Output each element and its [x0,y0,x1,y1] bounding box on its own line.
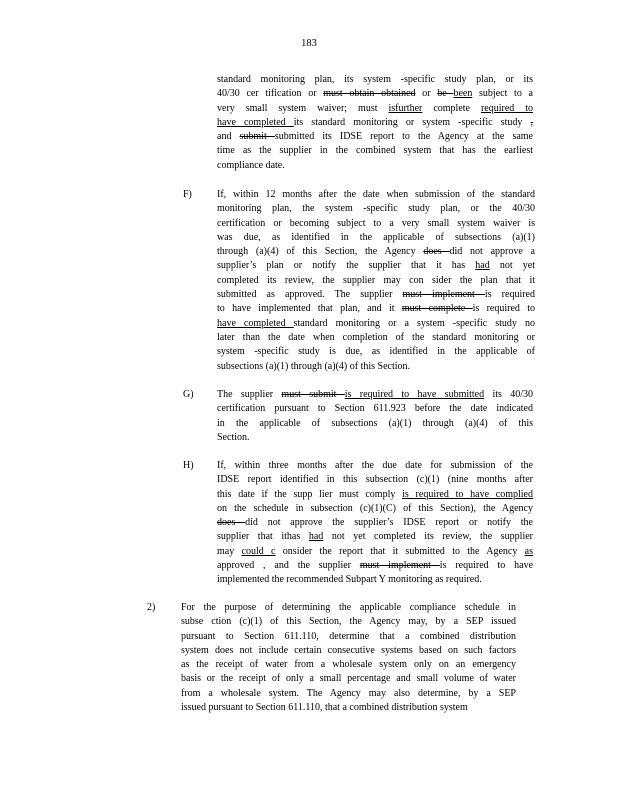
struck-text: must implement [402,289,485,301]
text-run: supplier’s plan or notify the supplier that it has [217,260,476,272]
text-run: through (a)(4) of this Section, the Agency [217,246,424,258]
text-line [217,345,535,359]
text-line [217,202,535,216]
text-run: standard monitoring plan, its system -specific study plan, or its [217,74,533,85]
text-run: onsider the report that it submitted to the Agency [275,545,525,557]
text-line [217,545,533,559]
text-line [217,488,533,502]
text-line [217,331,535,345]
item-label-g: G) [183,389,194,400]
text-run: 40/30 cer tification or [217,88,324,100]
text-run: in the applicable of subsections (a)(1) through (a)(4) of this [217,417,533,429]
text-line [217,87,533,101]
text-run: The supplier [217,389,282,400]
inserted-text: isfurther [388,102,423,114]
text-run: Section. [217,431,250,443]
text-run: this date if the supp lier must comply [217,488,403,500]
inserted-text: had [308,531,324,543]
text-run: issued pursuant to Section 611.110, that a combined distribution system [181,702,468,714]
section-label-2: 2) [147,602,156,613]
text-run: time as the supplier in the combined system that has the earliest [217,145,533,157]
text-run: system -specific study is due, as identified in the applicable of [217,346,535,358]
text-line [217,259,535,273]
text-line [217,245,535,259]
text-line [181,687,516,701]
text-run: For the purpose of determining the applicable compliance schedule in [181,602,516,613]
text-line [217,573,533,587]
text-run: standard monitoring or a system -specific study no [293,317,535,329]
inserted-text: been [453,88,473,100]
text-line [217,288,535,302]
struck-text: be [437,88,454,100]
text-line [217,217,535,231]
text-run: did not approve the supplier’s IDSE report or notify the [245,517,533,529]
struck-text: , [530,116,533,128]
item-g-text [217,388,533,445]
text-run: supplier that ithas [217,531,309,543]
text-line [217,130,533,144]
text-run: If, within 12 months after the date when submission of the standard [217,189,535,200]
inserted-text: required to [480,102,533,114]
text-run: is required [484,289,535,301]
text-run: to have implemented that plan, and it [217,303,402,315]
inserted-text: is required to have submitted [344,389,485,400]
item-h-text [217,459,533,588]
text-run: basis or the receipt of only a small percentage and small volume of water [181,673,516,685]
text-run: certification pursuant to Section 611.923 before the date indicated [217,403,533,415]
text-line [181,672,516,686]
text-line [181,701,516,715]
text-line [217,116,533,130]
text-run: implemented the recommended Subpart Y monitoring as required. [217,574,482,586]
struck-text: must submit [281,389,345,400]
text-line [181,615,516,629]
item-f-text [217,188,535,374]
inserted-text: have completed [217,317,294,329]
text-run: If, within three months after the due date for submission of the [217,460,533,471]
text-line [181,658,516,672]
text-run: is required to [472,303,535,315]
text-run: compliance date. [217,159,285,171]
text-line [181,644,516,658]
text-run: its standard monitoring or system -specific study [293,116,531,128]
text-line [217,231,535,245]
text-line [217,417,533,431]
text-run: completed its review, the supplier may con sider the plan that it [217,274,535,286]
text-line [181,630,516,644]
text-run: or [415,88,438,100]
text-run: not yet completed its review, the supplier [323,531,533,543]
text-line [217,317,535,331]
text-line [217,388,533,402]
text-line [217,431,533,445]
text-run: system does not include certain consecutive systems based on such factors [181,644,516,656]
text-run: monitoring plan, the system -specific study plan, or the 40/30 [217,203,535,215]
inserted-text: as [524,545,533,557]
text-run: very small system waiver; must [217,102,389,114]
struck-text: does [423,246,450,258]
text-line [181,601,516,615]
inserted-text: is required to have complied [402,488,533,500]
text-line [217,559,533,573]
text-line [217,516,533,530]
text-run: was due, as identified in the applicable of subsections (a)(1) [217,231,535,243]
text-run: pursuant to Section 611.110, determine that a combined distribution [181,630,516,642]
struck-text: must complete [401,303,473,315]
item-label-f: F) [183,189,192,200]
text-run: subject to a [472,88,533,100]
text-run: complete [422,102,481,114]
item-label-h: H) [183,460,194,471]
text-line [217,360,535,374]
text-line [217,102,533,116]
struck-text: submit [239,131,275,143]
struck-text: must obtain obtained [323,88,416,100]
text-line [217,530,533,544]
text-run: submitted as approved. The supplier [217,289,403,301]
inserted-text: could c [241,545,276,557]
text-line [217,159,533,173]
text-line [217,459,533,473]
text-line [217,302,535,316]
inserted-text: had [475,260,490,272]
text-run: later than the date when completion of the standard monitoring or [217,331,535,343]
text-line [217,502,533,516]
text-line [217,402,533,416]
struck-text: does [217,517,246,529]
text-run: IDSE report identified in this subsection (c)(1) (nine months after [217,474,533,486]
text-line [217,188,535,202]
text-line [217,473,533,487]
text-line [217,144,533,158]
text-run: not yet [489,260,535,272]
page-number: 183 [301,38,317,49]
text-run: subse ction (c)(1) of this Section, the Agency may, by a SEP issued [181,616,516,628]
text-run: subsections (a)(1) through (a)(4) of this Section. [217,360,411,372]
text-run: is required to have [439,560,534,572]
text-run: its 40/30 [484,389,533,400]
text-run: did not approve a [449,246,535,258]
paragraph-continuation [217,73,533,173]
text-run: approved , and the supplier [217,560,360,572]
text-run: from a wholesale system. The Agency may also determine, by a SEP [181,687,516,699]
text-line [217,73,533,87]
text-run: may [217,545,242,557]
text-run: on the schedule in subsection (c)(1)(C) of this Section), the Agency [217,502,533,514]
struck-text: must implement [359,560,440,572]
inserted-text: have completed [217,116,294,128]
section-2-text [181,601,516,715]
text-run: as the receipt of water from a wholesale system only on an emergency [181,659,516,671]
text-run: and [217,131,240,143]
text-run: submitted its IDSE report to the Agency at the same [274,131,533,143]
text-run: certification or becoming subject to a very small system waiver is [217,217,535,229]
text-line [217,274,535,288]
